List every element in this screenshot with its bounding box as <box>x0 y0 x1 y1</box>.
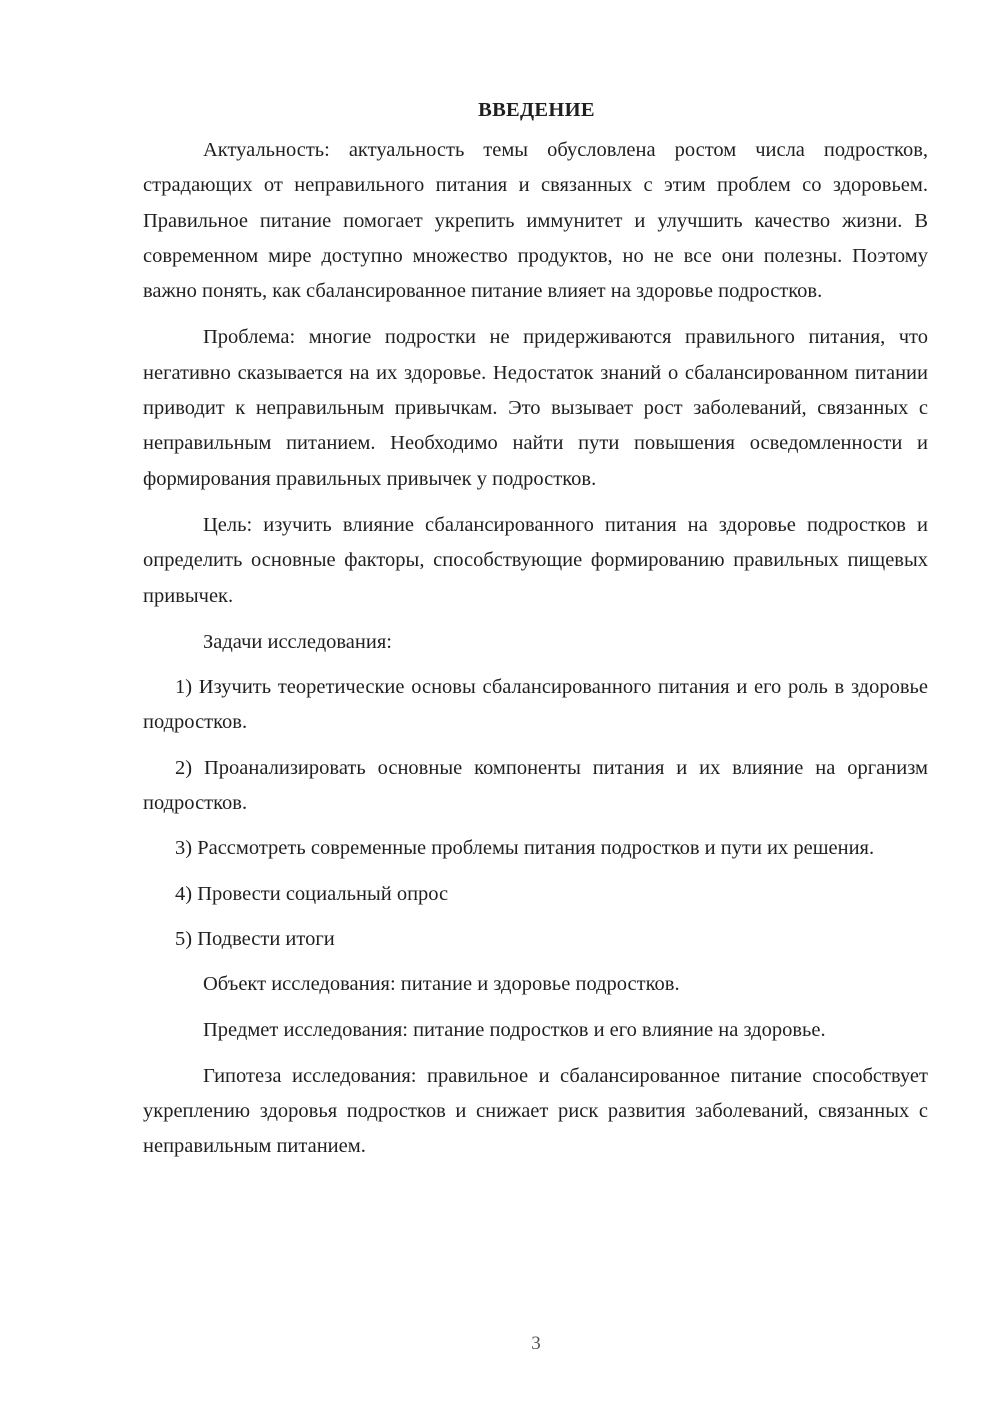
relevance-paragraph: Актуальность: актуальность темы обусловлена ростом числа подростков, страдающих от неправильного питания и связанных с этим проблем со здоровьем. Правильное питание помогает укрепить иммунитет и улучшить качество жизни. В современном мире доступно множество продуктов, но не все они полезны. Поэтому важно понять, как сбалансированное питание влияет на здоровье подростков. <box>143 139 928 303</box>
goal-paragraph: Цель: изучить влияние сбалансированного питания на здоровье подростков и определить основные факторы, способствующие формированию правильных пищевых привычек. <box>143 513 928 607</box>
problem-paragraph: Проблема: многие подростки не придерживаются правильного питания, что негативно сказывается на их здоровье. Недостаток знаний о сбалансированном питании приводит к неправильным привычкам. Это вызывает рост заболеваний, связанных с неправильным питанием. Необходимо найти пути повышения осведомленности и формирования правильных привычек у подростков. <box>143 326 928 490</box>
task-item: 2) Проанализировать основные компоненты питания и их влияние на организм подростков. <box>143 756 928 815</box>
section-title: ВВЕДЕНИЕ <box>478 99 595 121</box>
task-item: 5) Подвести итоги <box>175 927 335 950</box>
task-item: 1) Изучить теоретические основы сбалансированного питания и его роль в здоровье подростков. <box>143 676 928 734</box>
task-item: 4) Провести социальный опрос <box>175 882 449 905</box>
task-item: 3) Рассмотреть современные проблемы питания подростков и пути их решения. <box>175 837 875 860</box>
tasks-heading: Задачи исследования: <box>203 630 392 653</box>
object-paragraph: Объект исследования: питание и здоровье подростков. <box>203 973 680 996</box>
page-content <box>143 95 928 1176</box>
page-number: 3 <box>531 1333 541 1354</box>
subject-paragraph: Предмет исследования: питание подростков и его влияние на здоровье. <box>203 1018 826 1041</box>
hypothesis-paragraph: Гипотеза исследования: правильное и сбалансированное питание способствует укреплению здоровья подростков и снижает риск развития заболеваний, связанных с неправильным питанием. <box>143 1064 928 1158</box>
